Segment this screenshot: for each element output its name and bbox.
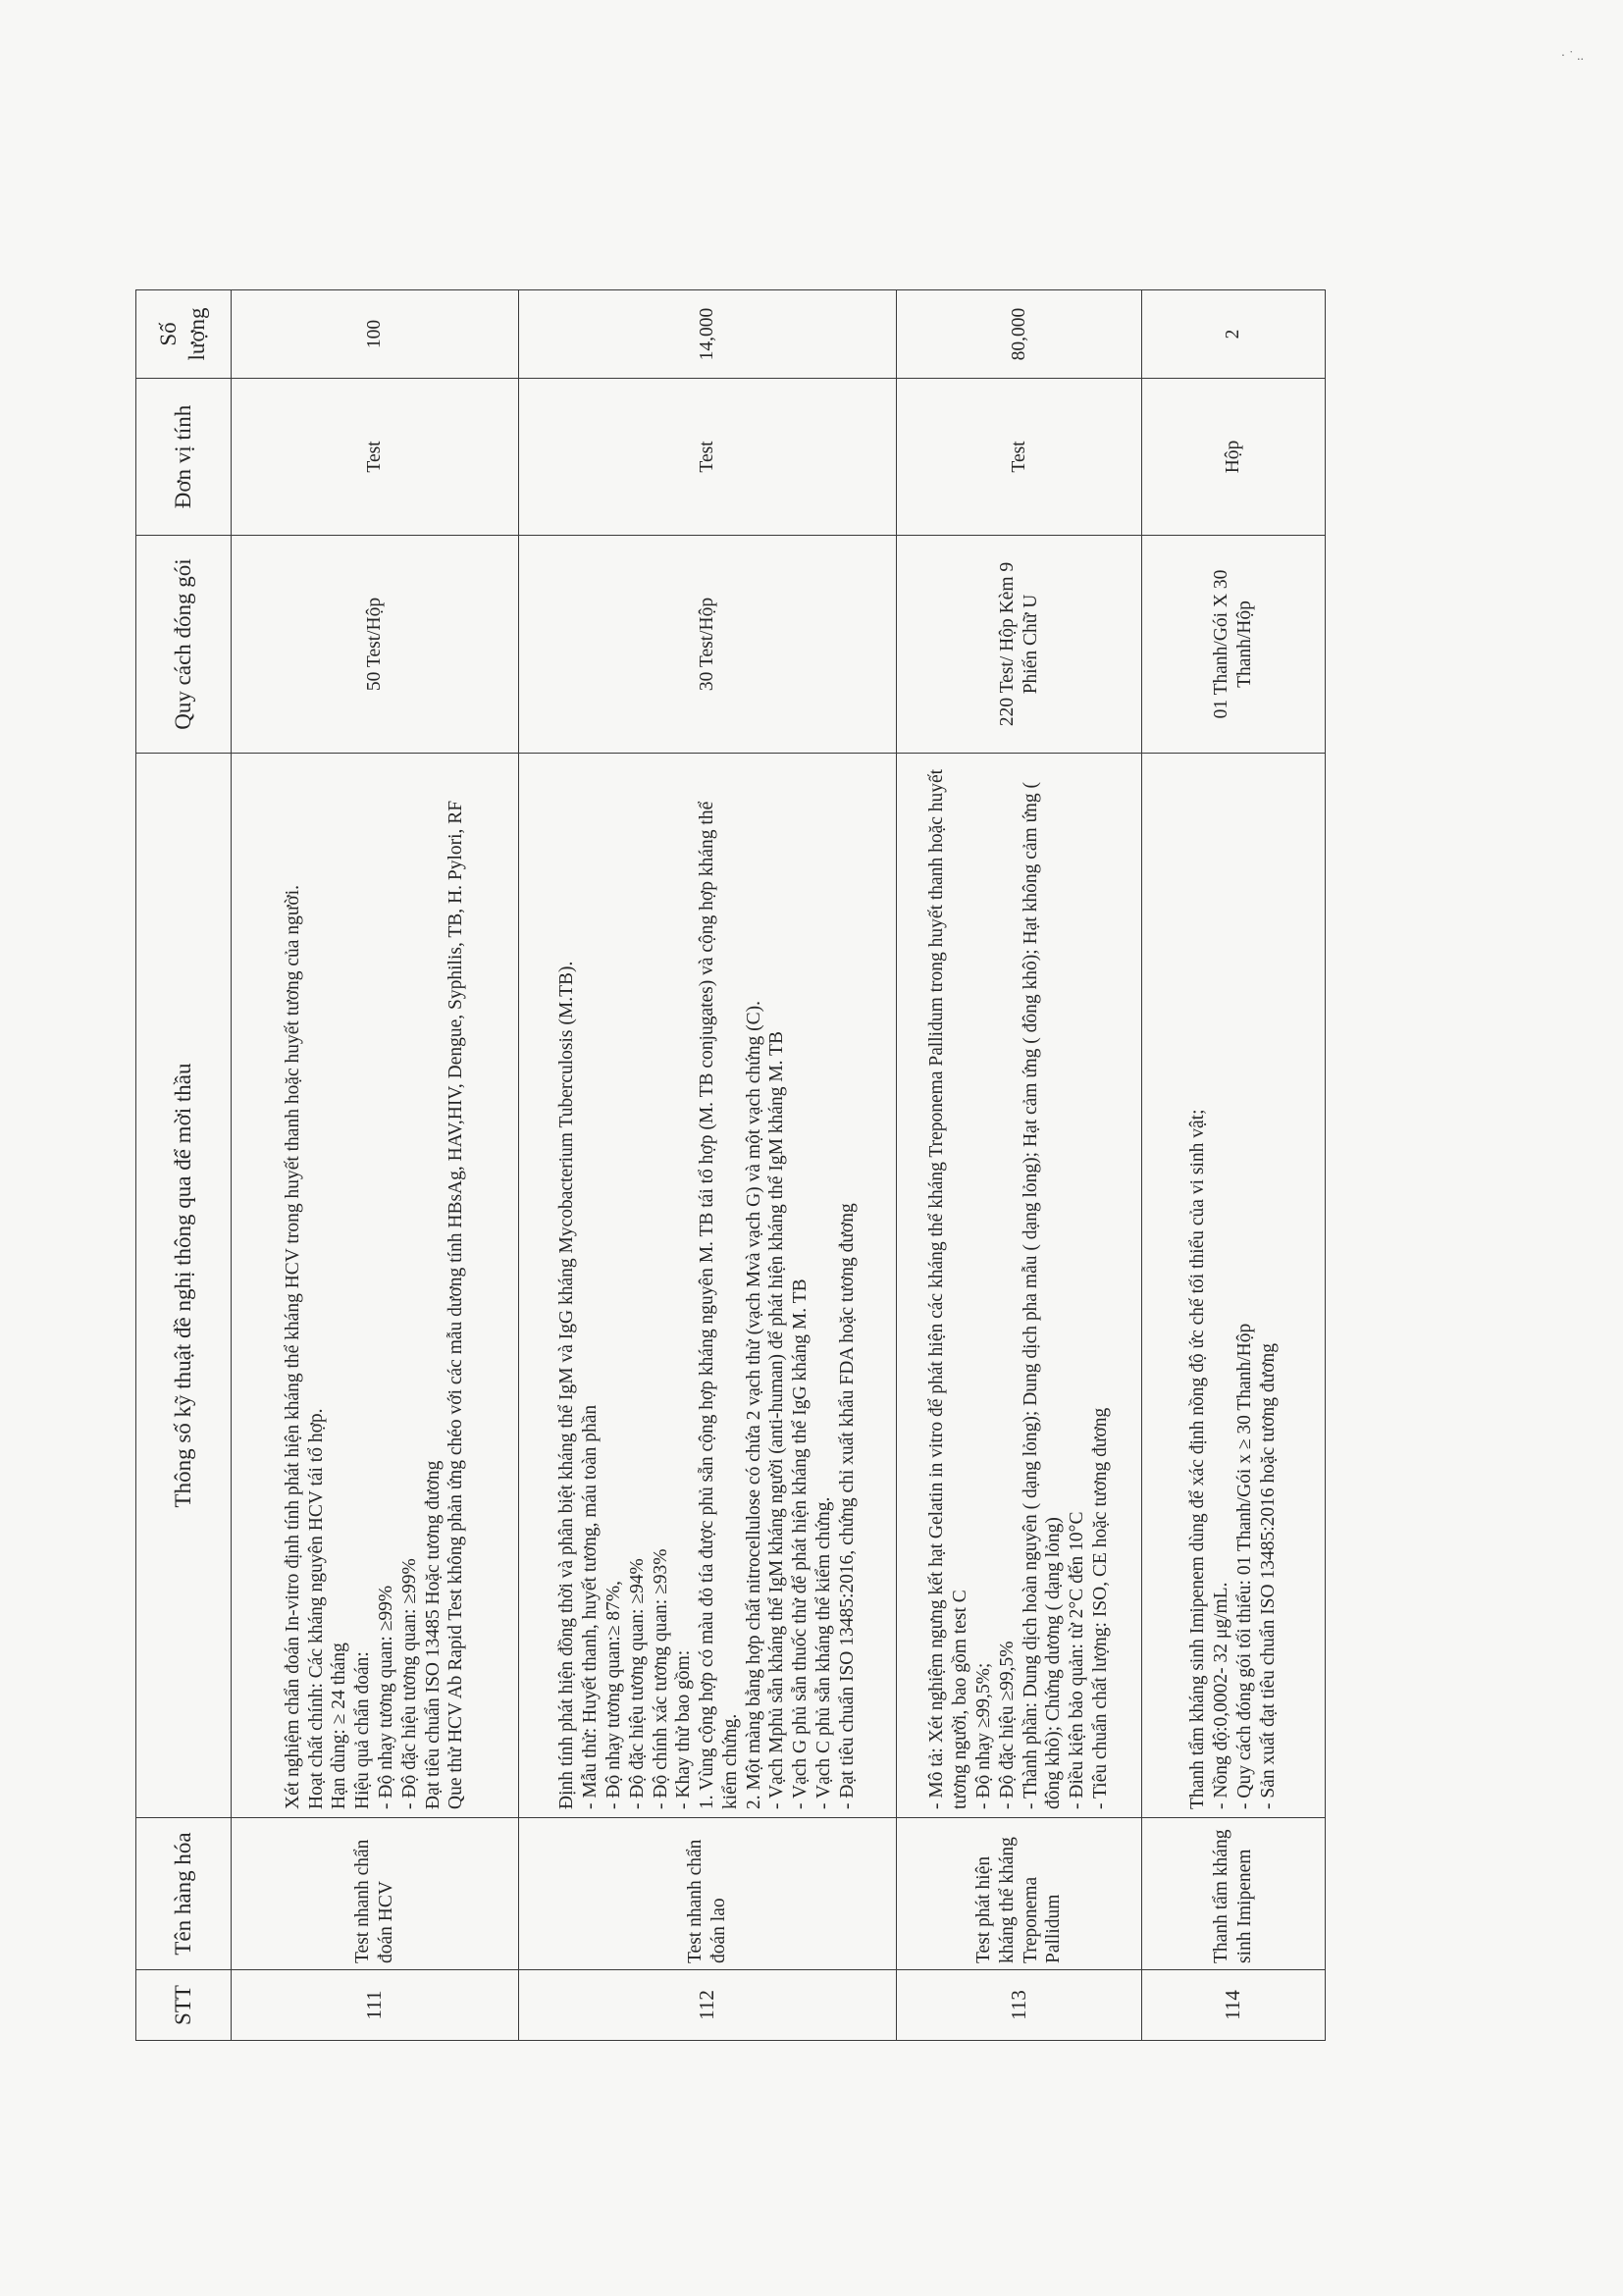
header-pack: Quy cách đóng gói bbox=[136, 536, 232, 754]
spec-line: - Vạch Mphủ sẵn kháng thể IgM kháng người (anti-human) để phát hiện kháng thể IgM kháng M. TB bbox=[766, 1031, 788, 1809]
spec-line: - Độ đặc hiệu ≥99,5% bbox=[996, 1641, 1018, 1809]
cell-stt: 113 bbox=[897, 1970, 1142, 2041]
cell-qty: 2 bbox=[1142, 290, 1326, 379]
spec-line: - Điều kiện bảo quản: từ 2°C đến 10°C bbox=[1067, 1511, 1088, 1809]
cell-stt: 111 bbox=[232, 1970, 519, 2041]
bid-specification-table bbox=[135, 289, 1326, 2041]
cell-name: Test nhanh chẩn đoán HCV bbox=[232, 1818, 519, 1970]
spec-line: - Vạch G phủ sẵn thuốc thử để phát hiện kháng thể IgG kháng M. TB bbox=[790, 1278, 812, 1809]
spec-line: - Thành phần: Dung dịch hoàn nguyên ( dạng lỏng); Dung dịch pha mẫu ( dạng lỏng); Hạt cảm ứng ( đông khô); Hạt không cảm ứng ( đông khô); Chứng dương ( dạng lỏng) bbox=[1020, 781, 1065, 1809]
header-spec: Thông số kỹ thuật đề nghị thông qua để mời thầu bbox=[136, 754, 232, 1818]
spec-line: Que thử HCV Ab Rapid Test không phản ứng chéo với các mẫu dương tính HBsAg, HAV,HIV, Dengue, Syphilis, TB, H. Pylori, RF bbox=[445, 800, 467, 1809]
cell-pack: 220 Test/ Hộp Kèm 9 Phiến Chữ U bbox=[897, 536, 1142, 754]
cell-pack: 30 Test/Hộp bbox=[519, 536, 897, 754]
spec-line: - Nồng độ:0,0002- 32 μg/mL. bbox=[1211, 1582, 1232, 1809]
cell-spec bbox=[897, 754, 1142, 1818]
spec-line: Hạn dùng: ≥ 24 tháng bbox=[329, 1643, 350, 1809]
table-row bbox=[519, 290, 897, 2041]
cell-name: Test nhanh chẩn đoán lao bbox=[519, 1818, 897, 1970]
spec-line: - Quy cách đóng gói tối thiểu: 01 Thanh/Gói x ≥ 30 Thanh/Hộp bbox=[1234, 1323, 1255, 1809]
cell-name: Thanh tẩm kháng sinh Imipenem bbox=[1142, 1818, 1326, 1970]
cell-qty: 100 bbox=[232, 290, 519, 379]
cell-stt: 112 bbox=[519, 1970, 897, 2041]
cell-qty: 14,000 bbox=[519, 290, 897, 379]
spec-line: - Mẫu thử: Huyết thanh, huyết tương, máu toàn phần bbox=[580, 1404, 602, 1809]
spec-line: - Độ nhạy tương quan: ≥99% bbox=[376, 1585, 396, 1809]
spec-line: - Độ nhạy tương quan:≥ 87%, bbox=[602, 1580, 624, 1809]
spec-line: - Đạt tiêu chuẩn ISO 13485:2016, chứng chỉ xuất khẩu FDA hoặc tương đương bbox=[836, 1203, 858, 1809]
header-stt: STT bbox=[136, 1970, 232, 2041]
rotated-page bbox=[135, 290, 1320, 2041]
cell-unit: Test bbox=[232, 379, 519, 536]
cell-unit: Test bbox=[519, 379, 897, 536]
spec-line: - Vạch C phủ sẵn kháng thể kiểm chứng. bbox=[813, 1496, 835, 1809]
spec-line: Định tính phát hiện đồng thời và phân biệt kháng thể IgM và IgG kháng Mycobacterium Tuberculosis (M.TB). bbox=[556, 961, 578, 1809]
cell-name: Test phát hiện kháng thể kháng Treponema Pallidum bbox=[897, 1818, 1142, 1970]
spec-line: Hoạt chất chính: Các kháng nguyên HCV tái tổ hợp. bbox=[305, 1408, 327, 1809]
cell-spec bbox=[519, 754, 897, 1818]
spec-line: - Độ đặc hiệu tương quan: ≥99% bbox=[398, 1558, 420, 1809]
cell-qty: 80,000 bbox=[897, 290, 1142, 379]
spec-line: - Mô tả: Xét nghiệm ngưng kết hạt Gelatin in vitro để phát hiện các kháng thể kháng Treponema Pallidum trong huyết thanh hoặc huyết tương người, bao gồm test C bbox=[926, 768, 971, 1809]
cell-unit: Hộp bbox=[1142, 379, 1326, 536]
cell-pack: 01 Thanh/Gói X 30 Thanh/Hộp bbox=[1142, 536, 1326, 754]
spec-line: - Sản xuất đạt tiêu chuẩn ISO 13485:2016 hoặc tương đương bbox=[1257, 1342, 1279, 1809]
scan-specks: · ˙ .. bbox=[1560, 49, 1584, 64]
cell-stt: 114 bbox=[1142, 1970, 1326, 2041]
spec-line: - Độ đặc hiệu tương quan: ≥94% bbox=[626, 1558, 648, 1809]
spec-line: 2. Một màng bằng hợp chất nitrocellulose có chứa 2 vạch thử (vạch Mvà vạch G) và một vạch chứng (C). bbox=[743, 1001, 764, 1809]
spec-line: - Độ chính xác tương quan: ≥93% bbox=[650, 1548, 671, 1809]
cell-spec bbox=[232, 754, 519, 1818]
cell-pack: 50 Test/Hộp bbox=[232, 536, 519, 754]
header-qty: Số lượng bbox=[136, 290, 232, 379]
spec-line: Hiệu quả chẩn đoán: bbox=[352, 1651, 374, 1809]
header-row bbox=[136, 290, 232, 2041]
header-unit: Đơn vị tính bbox=[136, 379, 232, 536]
cell-unit: Test bbox=[897, 379, 1142, 536]
spec-line: - Khay thử bao gồm: bbox=[673, 1649, 695, 1809]
cell-spec bbox=[1142, 754, 1326, 1818]
spec-line: 1. Vùng cộng hợp có màu đỏ tía được phủ sẵn cộng hợp kháng nguyên M. TB tái tổ hợp (M. TB conjugates) và cộng hợp kháng thể kiểm chứng. bbox=[697, 801, 741, 1809]
table-row bbox=[232, 290, 519, 2041]
spec-line: - Độ nhạy ≥99,5%; bbox=[972, 1662, 994, 1809]
spec-line: - Tiêu chuẩn chất lượng: ISO, CE hoặc tương đương bbox=[1089, 1407, 1111, 1809]
table-row bbox=[1142, 290, 1326, 2041]
spec-line: Thanh tẩm kháng sinh Imipenem dùng để xác định nồng độ ức chế tối thiểu của vi sinh vật; bbox=[1187, 1109, 1209, 1809]
spec-line: Xét nghiệm chẩn đoán In-vitro định tính phát hiện kháng thể kháng HCV trong huyết thanh hoặc huyết tương của người. bbox=[282, 885, 303, 1809]
table-row bbox=[897, 290, 1142, 2041]
spec-line: Đạt tiêu chuẩn ISO 13485 Hoặc tương đương bbox=[422, 1460, 444, 1809]
header-name: Tên hàng hóa bbox=[136, 1818, 232, 1970]
